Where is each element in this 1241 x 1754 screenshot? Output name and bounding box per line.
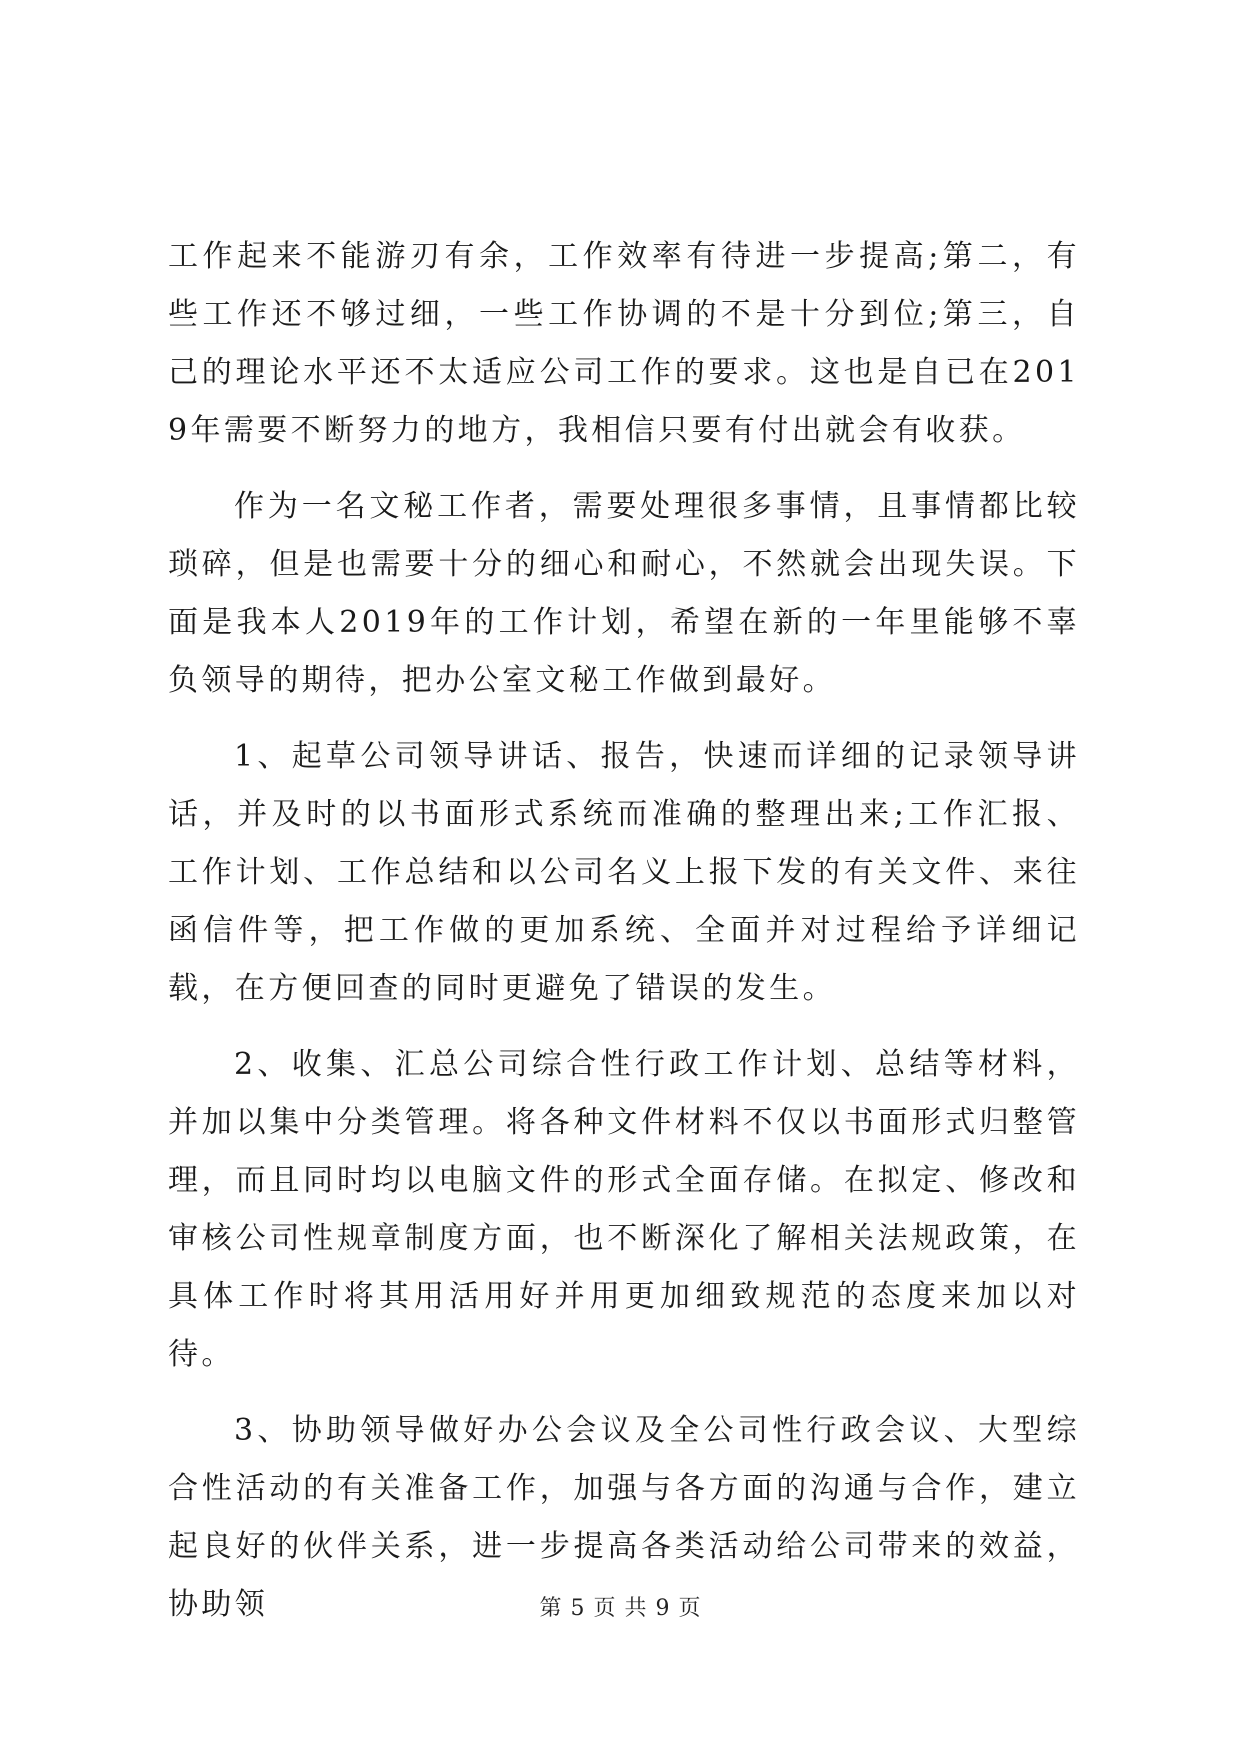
document-body — [168, 228, 1080, 1652]
paragraph-5: 3、协助领导做好办公会议及全公司性行政会议、大型综合性活动的有关准备工作，加强与各方面的沟通与合作，建立起良好的伙伴关系，进一步提高各类活动给公司带来的效益，协助领 — [168, 1413, 1080, 1622]
paragraph-3: 1、起草公司领导讲话、报告，快速而详细的记录领导讲话，并及时的以书面形式系统而准确的整理出来;工作汇报、工作计划、工作总结和以公司名义上报下发的有关文件、来往函信件等，把工作做的更加系统、全面并对过程给予详细记载，在方便回查的同时更避免了错误的发生。 — [168, 739, 1080, 1006]
paragraph-2: 作为一名文秘工作者，需要处理很多事情，且事情都比较琐碎，但是也需要十分的细心和耐心，不然就会出现失误。下面是我本人2019年的工作计划，希望在新的一年里能够不辜负领导的期待，把办公室文秘工作做到最好。 — [168, 489, 1080, 698]
paragraph-4: 2、收集、汇总公司综合性行政工作计划、总结等材料，并加以集中分类管理。将各种文件材料不仅以书面形式归整管理，而且同时均以电脑文件的形式全面存储。在拟定、修改和审核公司性规章制度方面，也不断深化了解相关法规政策，在具体工作时将其用活用好并用更加细致规范的态度来加以对待。 — [168, 1047, 1080, 1372]
page-number-footer: 第 5 页 共 9 页 — [539, 1596, 702, 1621]
paragraph-1: 工作起来不能游刃有余，工作效率有待进一步提高;第二，有些工作还不够过细，一些工作协调的不是十分到位;第三，自己的理论水平还不太适应公司工作的要求。这也是自已在2019年需要不断努力的地方，我相信只要有付出就会有收获。 — [168, 239, 1080, 448]
